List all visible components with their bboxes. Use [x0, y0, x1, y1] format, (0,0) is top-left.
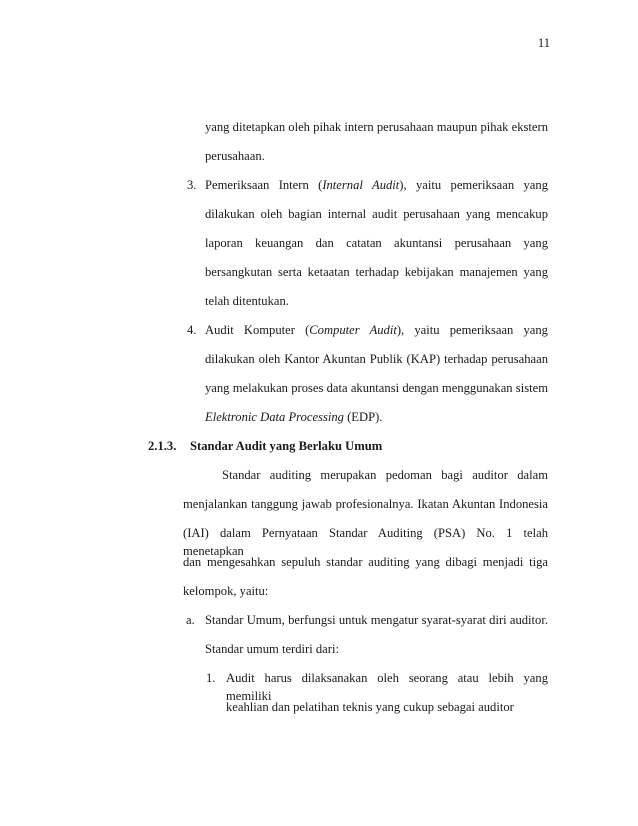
section-title: Standar Audit yang Berlaku Umum	[190, 439, 383, 453]
item3-line-2: dilakukan oleh bagian internal audit perusahaan yang mencakup	[205, 207, 548, 221]
item3-line-5: telah ditentukan.	[205, 294, 289, 308]
item4-line-4: Elektronic Data Processing (EDP).	[205, 410, 383, 424]
sub-a-line-1: Standar Umum, berfungsi untuk mengatur syarat-syarat diri auditor.	[205, 613, 548, 627]
item4-line-2: dilakukan oleh Kantor Akuntan Publik (KAP) terhadap perusahaan	[205, 352, 548, 366]
paragraph-line-3: (IAI) dalam Pernyataan Standar Auditing (PSA) No. 1 telah menetapkan	[183, 526, 548, 558]
paragraph-line-1: Standar auditing merupakan pedoman bagi auditor dalam	[222, 468, 548, 482]
item3-line-4: bersangkutan serta ketaatan terhadap kebijakan manajemen yang	[205, 265, 548, 279]
list-marker-4: 4.	[187, 323, 197, 337]
list-marker-a: a.	[186, 613, 195, 627]
continuation-line-1: yang ditetapkan oleh pihak intern perusahaan maupun pihak ekstern	[205, 120, 548, 134]
page-number: 11	[537, 36, 550, 50]
list-marker-1: 1.	[206, 671, 216, 685]
item3-line-3: laporan keuangan dan catatan akuntansi perusahaan yang	[205, 236, 548, 250]
item4-line-3: yang melakukan proses data akuntansi dengan menggunakan sistem	[205, 381, 548, 395]
paragraph-line-5: kelompok, yaitu:	[183, 584, 269, 598]
list-marker-3: 3.	[187, 178, 197, 192]
item4-line-1: Audit Komputer (Computer Audit), yaitu pemeriksaan yang	[205, 323, 548, 337]
sub-a-line-2: Standar umum terdiri dari:	[205, 642, 339, 656]
paragraph-line-2: menjalankan tanggung jawab profesionalnya. Ikatan Akuntan Indonesia	[183, 497, 548, 511]
continuation-line-2: perusahaan.	[205, 149, 265, 163]
item3-line-1: Pemeriksaan Intern (Internal Audit), yaitu pemeriksaan yang	[205, 178, 548, 192]
paragraph-line-4: dan mengesahkan sepuluh standar auditing yang dibagi menjadi tiga	[183, 555, 548, 569]
section-number: 2.1.3.	[148, 439, 177, 453]
sub-1-line-1: Audit harus dilaksanakan oleh seorang atau lebih yang memiliki	[226, 671, 548, 703]
sub-1-line-2: keahlian dan pelatihan teknis yang cukup sebagai auditor	[226, 700, 514, 714]
